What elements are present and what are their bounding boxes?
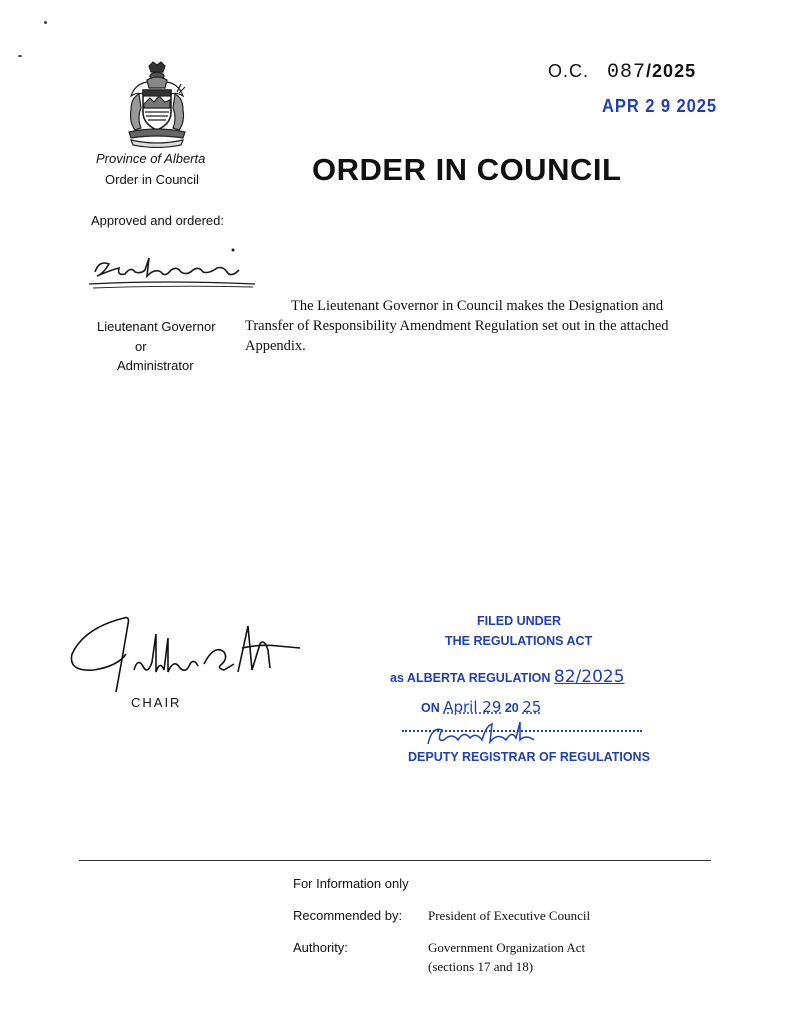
order-number-year: /2025 — [646, 61, 697, 81]
stamp-year-prefix: 20 — [504, 701, 519, 715]
filing-stamp — [390, 610, 680, 770]
stamp-line-regulation — [390, 667, 625, 687]
lieutenant-governor-signature — [85, 244, 260, 294]
authority-label: Authority: — [293, 940, 348, 955]
stamp-line-filed: FILED UNDER — [477, 614, 562, 628]
order-number-value: 087 — [607, 61, 647, 84]
approval-label: Approved and ordered: — [91, 213, 224, 228]
filed-day: April 29 — [443, 698, 502, 716]
order-body-text: The Lieutenant Governor in Council makes the Designation and Transfer of Responsibility Amendment Regulation set out in the attached Appendix. — [245, 298, 669, 354]
regulation-number: 82/2025 — [553, 667, 625, 687]
stamp-line-date — [421, 698, 541, 716]
filed-year: 25 — [522, 698, 542, 716]
footer-divider — [79, 860, 711, 861]
info-only-label: For Information only — [293, 876, 409, 891]
stamp-on-label: ON — [421, 701, 440, 715]
chair-label: CHAIR — [131, 695, 182, 710]
page-title: ORDER IN COUNCIL — [312, 152, 622, 187]
stamp-registrar-label: DEPUTY REGISTRAR OF REGULATIONS — [408, 750, 650, 764]
province-subtitle: Order in Council — [105, 172, 199, 187]
signatory-title-line: Administrator — [117, 358, 194, 373]
order-number-prefix: O.C. — [548, 61, 590, 81]
chair-signature — [64, 614, 304, 694]
recommended-value: President of Executive Council — [428, 908, 591, 923]
registrar-signature-line — [402, 730, 642, 732]
province-name: Province of Alberta — [96, 151, 206, 166]
stamp-line-act: THE REGULATIONS ACT — [445, 634, 593, 648]
date-stamp: APR 2 9 2025 — [602, 96, 718, 116]
signatory-title-line: or — [135, 339, 147, 354]
stamp-regulation-label: as ALBERTA REGULATION — [390, 671, 551, 685]
scan-speck — [44, 21, 47, 24]
signatory-title-line: Lieutenant Governor — [97, 319, 216, 334]
order-number — [548, 61, 696, 84]
scan-speck — [18, 55, 22, 57]
authority-value: Government Organization Act — [428, 940, 586, 955]
authority-sections: (sections 17 and 18) — [428, 959, 534, 974]
recommended-label: Recommended by: — [293, 908, 403, 923]
alberta-coat-of-arms-icon — [113, 60, 201, 148]
registrar-signature — [420, 718, 550, 750]
